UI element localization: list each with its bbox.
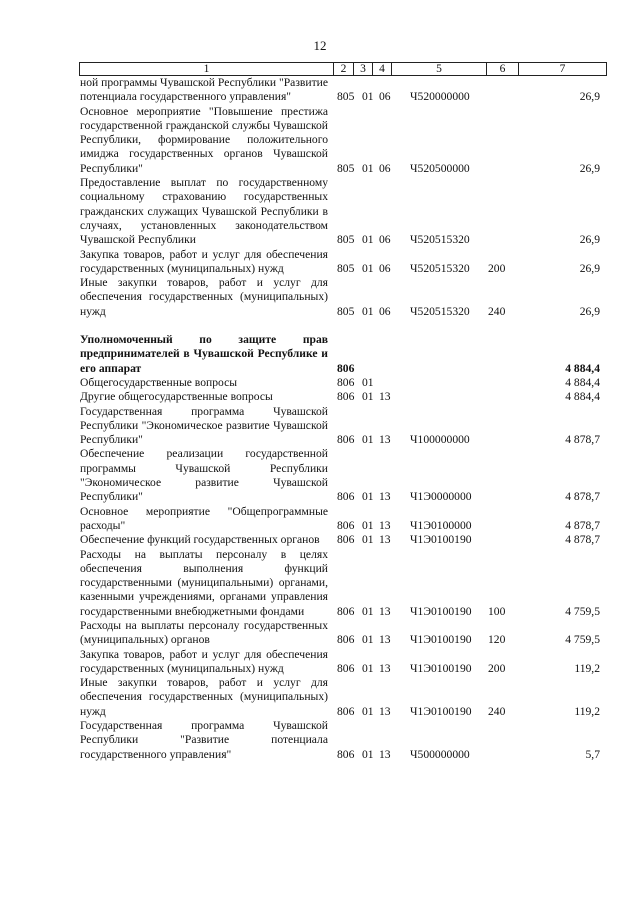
- table-row: [80, 390, 600, 404]
- table-row: [80, 176, 600, 247]
- row-section-code: 01: [362, 261, 374, 275]
- header-col-6: 6: [487, 63, 519, 76]
- row-section-code: 01: [362, 161, 374, 175]
- row-description: Иные закупки товаров, работ и услуг для обеспечения государственных (муниципальных) нужд: [80, 276, 328, 318]
- table-row: [80, 648, 600, 677]
- table-row: [80, 105, 600, 176]
- row-ministry-code: 805: [337, 304, 355, 318]
- row-amount: 5,7: [585, 747, 600, 761]
- table-row: [80, 533, 600, 547]
- row-expense-type: 200: [488, 661, 506, 675]
- row-section-code: 01: [362, 604, 374, 618]
- row-amount: 4 878,7: [565, 533, 600, 547]
- row-target-article: Ч1Э0100190: [410, 604, 472, 618]
- row-amount: 26,9: [579, 161, 600, 175]
- row-description: Основное мероприятие "Повышение престижа государственной гражданской службы Чувашской Республики, формирование положительного имиджа государственных органов Чувашской Республики": [80, 104, 328, 175]
- table-header: [79, 62, 607, 76]
- row-target-article: Ч520515320: [410, 233, 470, 247]
- row-amount: 26,9: [579, 304, 600, 318]
- row-subsection-code: 13: [379, 704, 391, 718]
- header-col-7: 7: [519, 63, 607, 76]
- row-section-code: 01: [362, 633, 374, 647]
- row-ministry-code: 806: [337, 390, 355, 404]
- row-expense-type: 120: [488, 633, 506, 647]
- row-target-article: Ч1Э0000000: [410, 490, 472, 504]
- row-section-code: 01: [362, 433, 374, 447]
- row-section-code: 01: [362, 233, 374, 247]
- row-target-article: Ч500000000: [410, 747, 470, 761]
- row-description: Другие общегосударственные вопросы: [80, 390, 273, 404]
- row-amount: 4 884,4: [565, 375, 600, 389]
- row-ministry-code: 806: [337, 518, 355, 532]
- row-subsection-code: 06: [379, 90, 391, 104]
- row-description: Закупка товаров, работ и услуг для обеспечения государственных (муниципальных) нужд: [80, 247, 328, 275]
- row-ministry-code: 805: [337, 233, 355, 247]
- table-row: [80, 676, 600, 719]
- row-subsection-code: 13: [379, 390, 391, 404]
- row-ministry-code: 805: [337, 261, 355, 275]
- row-ministry-code: 806: [337, 490, 355, 504]
- row-section-code: 01: [362, 704, 374, 718]
- row-target-article: Ч100000000: [410, 433, 470, 447]
- table-row: [80, 619, 600, 648]
- table-row: [80, 76, 600, 105]
- row-amount: 4 884,4: [565, 390, 600, 404]
- table-row: [80, 333, 600, 376]
- table-row: [80, 276, 600, 319]
- row-target-article: Ч1Э0100190: [410, 704, 472, 718]
- row-section-code: 01: [362, 375, 374, 389]
- row-subsection-code: 06: [379, 304, 391, 318]
- row-subsection-code: 13: [379, 518, 391, 532]
- row-amount: 4 759,5: [565, 604, 600, 618]
- row-target-article: Ч1Э0100190: [410, 533, 472, 547]
- row-subsection-code: 13: [379, 533, 391, 547]
- row-expense-type: 240: [488, 304, 506, 318]
- row-ministry-code: 806: [337, 604, 355, 618]
- header-col-3: 3: [354, 63, 373, 76]
- row-section-code: 01: [362, 390, 374, 404]
- row-target-article: Ч1Э0100000: [410, 518, 472, 532]
- row-section-code: 01: [362, 747, 374, 761]
- row-description: Уполномоченный по защите прав предпринимателей в Чувашской Республике и его аппарат: [80, 333, 328, 375]
- row-section-code: 01: [362, 304, 374, 318]
- row-description: Закупка товаров, работ и услуг для обеспечения государственных (муниципальных) нужд: [80, 647, 328, 675]
- row-expense-type: 100: [488, 604, 506, 618]
- row-amount: 119,2: [574, 704, 600, 718]
- row-description: Государственная программа Чувашской Республики "Экономическое развитие Чувашской Республики": [80, 404, 328, 447]
- row-target-article: Ч1Э0100190: [410, 661, 472, 675]
- row-subsection-code: 13: [379, 661, 391, 675]
- row-subsection-code: 13: [379, 604, 391, 618]
- row-ministry-code: 806: [337, 533, 355, 547]
- row-section-code: 01: [362, 661, 374, 675]
- row-expense-type: 240: [488, 704, 506, 718]
- row-target-article: Ч520515320: [410, 261, 470, 275]
- row-amount: 4 878,7: [565, 518, 600, 532]
- row-expense-type: 200: [488, 261, 506, 275]
- row-subsection-code: 13: [379, 747, 391, 761]
- row-description: Государственная программа Чувашской Республики "Развитие потенциала государственного управления": [80, 719, 328, 761]
- row-description: Предоставление выплат по государственному социальному страхованию государственных гражданских служащих Чувашской Республики в случаях, установленных законодательством Чувашской Республики: [80, 176, 328, 247]
- budget-table-body: [80, 76, 600, 762]
- header-col-1: 1: [80, 63, 334, 76]
- row-amount: 4 759,5: [565, 633, 600, 647]
- row-ministry-code: 806: [337, 633, 355, 647]
- header-col-4: 4: [373, 63, 392, 76]
- row-target-article: Ч520000000: [410, 90, 470, 104]
- row-description: Расходы на выплаты персоналу в целях обеспечения выполнения функций государственными (муниципальными) органами, казенными учреждениями, органами управления государственными внебюджетными фондами: [80, 547, 328, 618]
- row-description: Основное мероприятие "Общепрограммные расходы": [80, 504, 328, 532]
- row-description: Иные закупки товаров, работ и услуг для обеспечения государственных (муниципальных) нужд: [80, 676, 328, 718]
- row-amount: 26,9: [579, 261, 600, 275]
- row-ministry-code: 805: [337, 161, 355, 175]
- row-description: Общегосударственные вопросы: [80, 375, 238, 389]
- table-row: [80, 405, 600, 448]
- row-ministry-code: 805: [337, 90, 355, 104]
- table-row: [80, 447, 600, 504]
- row-description: ной программы Чувашской Республики "Развитие потенциала государственного управления": [80, 76, 328, 104]
- row-amount: 4 884,4: [565, 361, 600, 375]
- row-amount: 119,2: [574, 661, 600, 675]
- row-subsection-code: 06: [379, 261, 391, 275]
- table-row: [80, 548, 600, 619]
- table-row: [80, 505, 600, 534]
- row-subsection-code: 13: [379, 633, 391, 647]
- row-subsection-code: 13: [379, 490, 391, 504]
- row-target-article: Ч520500000: [410, 161, 470, 175]
- row-description: Обеспечение функций государственных органов: [80, 533, 320, 547]
- row-ministry-code: 806: [337, 361, 355, 375]
- row-amount: 4 878,7: [565, 490, 600, 504]
- row-ministry-code: 806: [337, 747, 355, 761]
- row-subsection-code: 06: [379, 233, 391, 247]
- header-col-5: 5: [392, 63, 487, 76]
- row-ministry-code: 806: [337, 661, 355, 675]
- row-description: Обеспечение реализации государственной программы Чувашской Республики "Экономическое развитие Чувашской Республики": [80, 447, 328, 504]
- row-amount: 26,9: [579, 90, 600, 104]
- row-ministry-code: 806: [337, 375, 355, 389]
- row-section-code: 01: [362, 533, 374, 547]
- row-target-article: Ч520515320: [410, 304, 470, 318]
- row-description: Расходы на выплаты персоналу государственных (муниципальных) органов: [80, 618, 328, 647]
- row-amount: 4 878,7: [565, 433, 600, 447]
- row-section-code: 01: [362, 518, 374, 532]
- table-row: [80, 719, 600, 762]
- row-section-code: 01: [362, 490, 374, 504]
- row-target-article: Ч1Э0100190: [410, 633, 472, 647]
- row-ministry-code: 806: [337, 704, 355, 718]
- row-amount: 26,9: [579, 233, 600, 247]
- table-row: [80, 376, 600, 390]
- table-row: [80, 248, 600, 277]
- header-col-2: 2: [334, 63, 354, 76]
- page-number: 12: [313, 38, 327, 53]
- row-subsection-code: 06: [379, 161, 391, 175]
- row-subsection-code: 13: [379, 433, 391, 447]
- row-ministry-code: 806: [337, 433, 355, 447]
- row-section-code: 01: [362, 90, 374, 104]
